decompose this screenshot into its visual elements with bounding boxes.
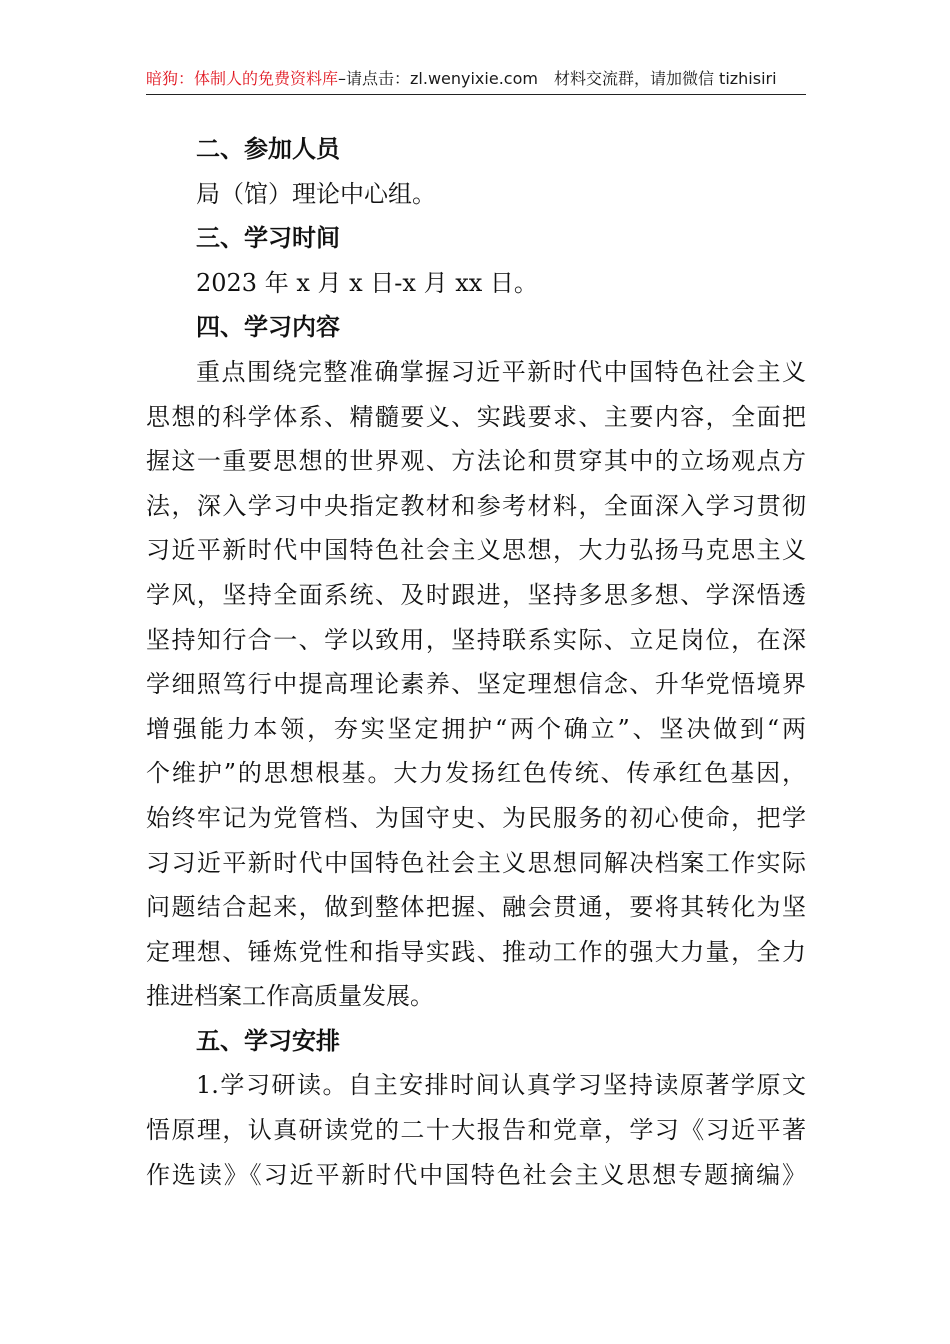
time-text: 2023 年 x 月 x 日-x 月 xx 日。 <box>196 268 538 297</box>
content-line: 握这一重要思想的世界观、方法论和贯穿其中的立场观点方 <box>146 447 806 476</box>
document-body <box>146 127 806 1197</box>
content-line: 思想的科学体系、精髓要义、实践要求、主要内容，全面把 <box>146 402 806 431</box>
content-line: 学风，坚持全面系统、及时跟进，坚持多思多想、学深悟透 <box>146 580 806 609</box>
content-line: 定理想、锤炼党性和指导实践、推动工作的强大力量，全力 <box>146 937 806 966</box>
arrangement-line: 悟原理，认真研读党的二十大报告和党章，学习《习近平著 <box>146 1116 806 1145</box>
arrangement-line: 作选读》《习近平新时代中国特色社会主义思想专题摘编》 <box>146 1160 806 1189</box>
content-line: 法，深入学习中央指定教材和参考材料，全面深入学习贯彻 <box>146 491 806 520</box>
heading-content: 四、学习内容 <box>196 313 340 342</box>
content-line: 推进档案工作高质量发展。 <box>146 982 434 1011</box>
content-line: 学细照笃行中提高理论素养、坚定理想信念、升华党悟境界 <box>146 670 806 699</box>
content-line: 坚持知行合一、学以致用，坚持联系实际、立足岗位，在深 <box>146 625 806 654</box>
page-header <box>146 66 806 95</box>
heading-participants: 二、参加人员 <box>196 135 340 163</box>
content-line: 问题结合起来，做到整体把握、融会贯通，要将其转化为坚 <box>146 893 806 922</box>
arrangement-line: 1.学习研读。自主安排时间认真学习坚持读原著学原文 <box>196 1071 806 1100</box>
heading-arrangement: 五、学习安排 <box>196 1026 340 1055</box>
content-line: 始终牢记为党管档、为国守史、为民服务的初心使命，把学 <box>146 803 806 832</box>
heading-time: 三、学习时间 <box>196 224 340 253</box>
content-line: 习习近平新时代中国特色社会主义思想同解决档案工作实际 <box>146 848 806 877</box>
content-line: 个维护”的思想根基。大力发扬红色传统、传承红色基因， <box>146 759 806 788</box>
header-brand: 暗狗：体制人的免费资料库 <box>146 69 339 88</box>
content-line: 习近平新时代中国特色社会主义思想，大力弘扬马克思主义 <box>146 536 806 565</box>
content-line: 重点围绕完整准确掌握习近平新时代中国特色社会主义 <box>196 357 806 386</box>
header-contact: 材料交流群，请加微信 tizhisiri <box>553 69 777 88</box>
content-line: 增强能力本领，夯实坚定拥护“两个确立”、坚决做到“两 <box>146 714 806 743</box>
header-link-text[interactable]: –请点击：zl.wenyixie.com <box>338 69 538 88</box>
participants-text: 局（馆）理论中心组。 <box>196 179 436 208</box>
